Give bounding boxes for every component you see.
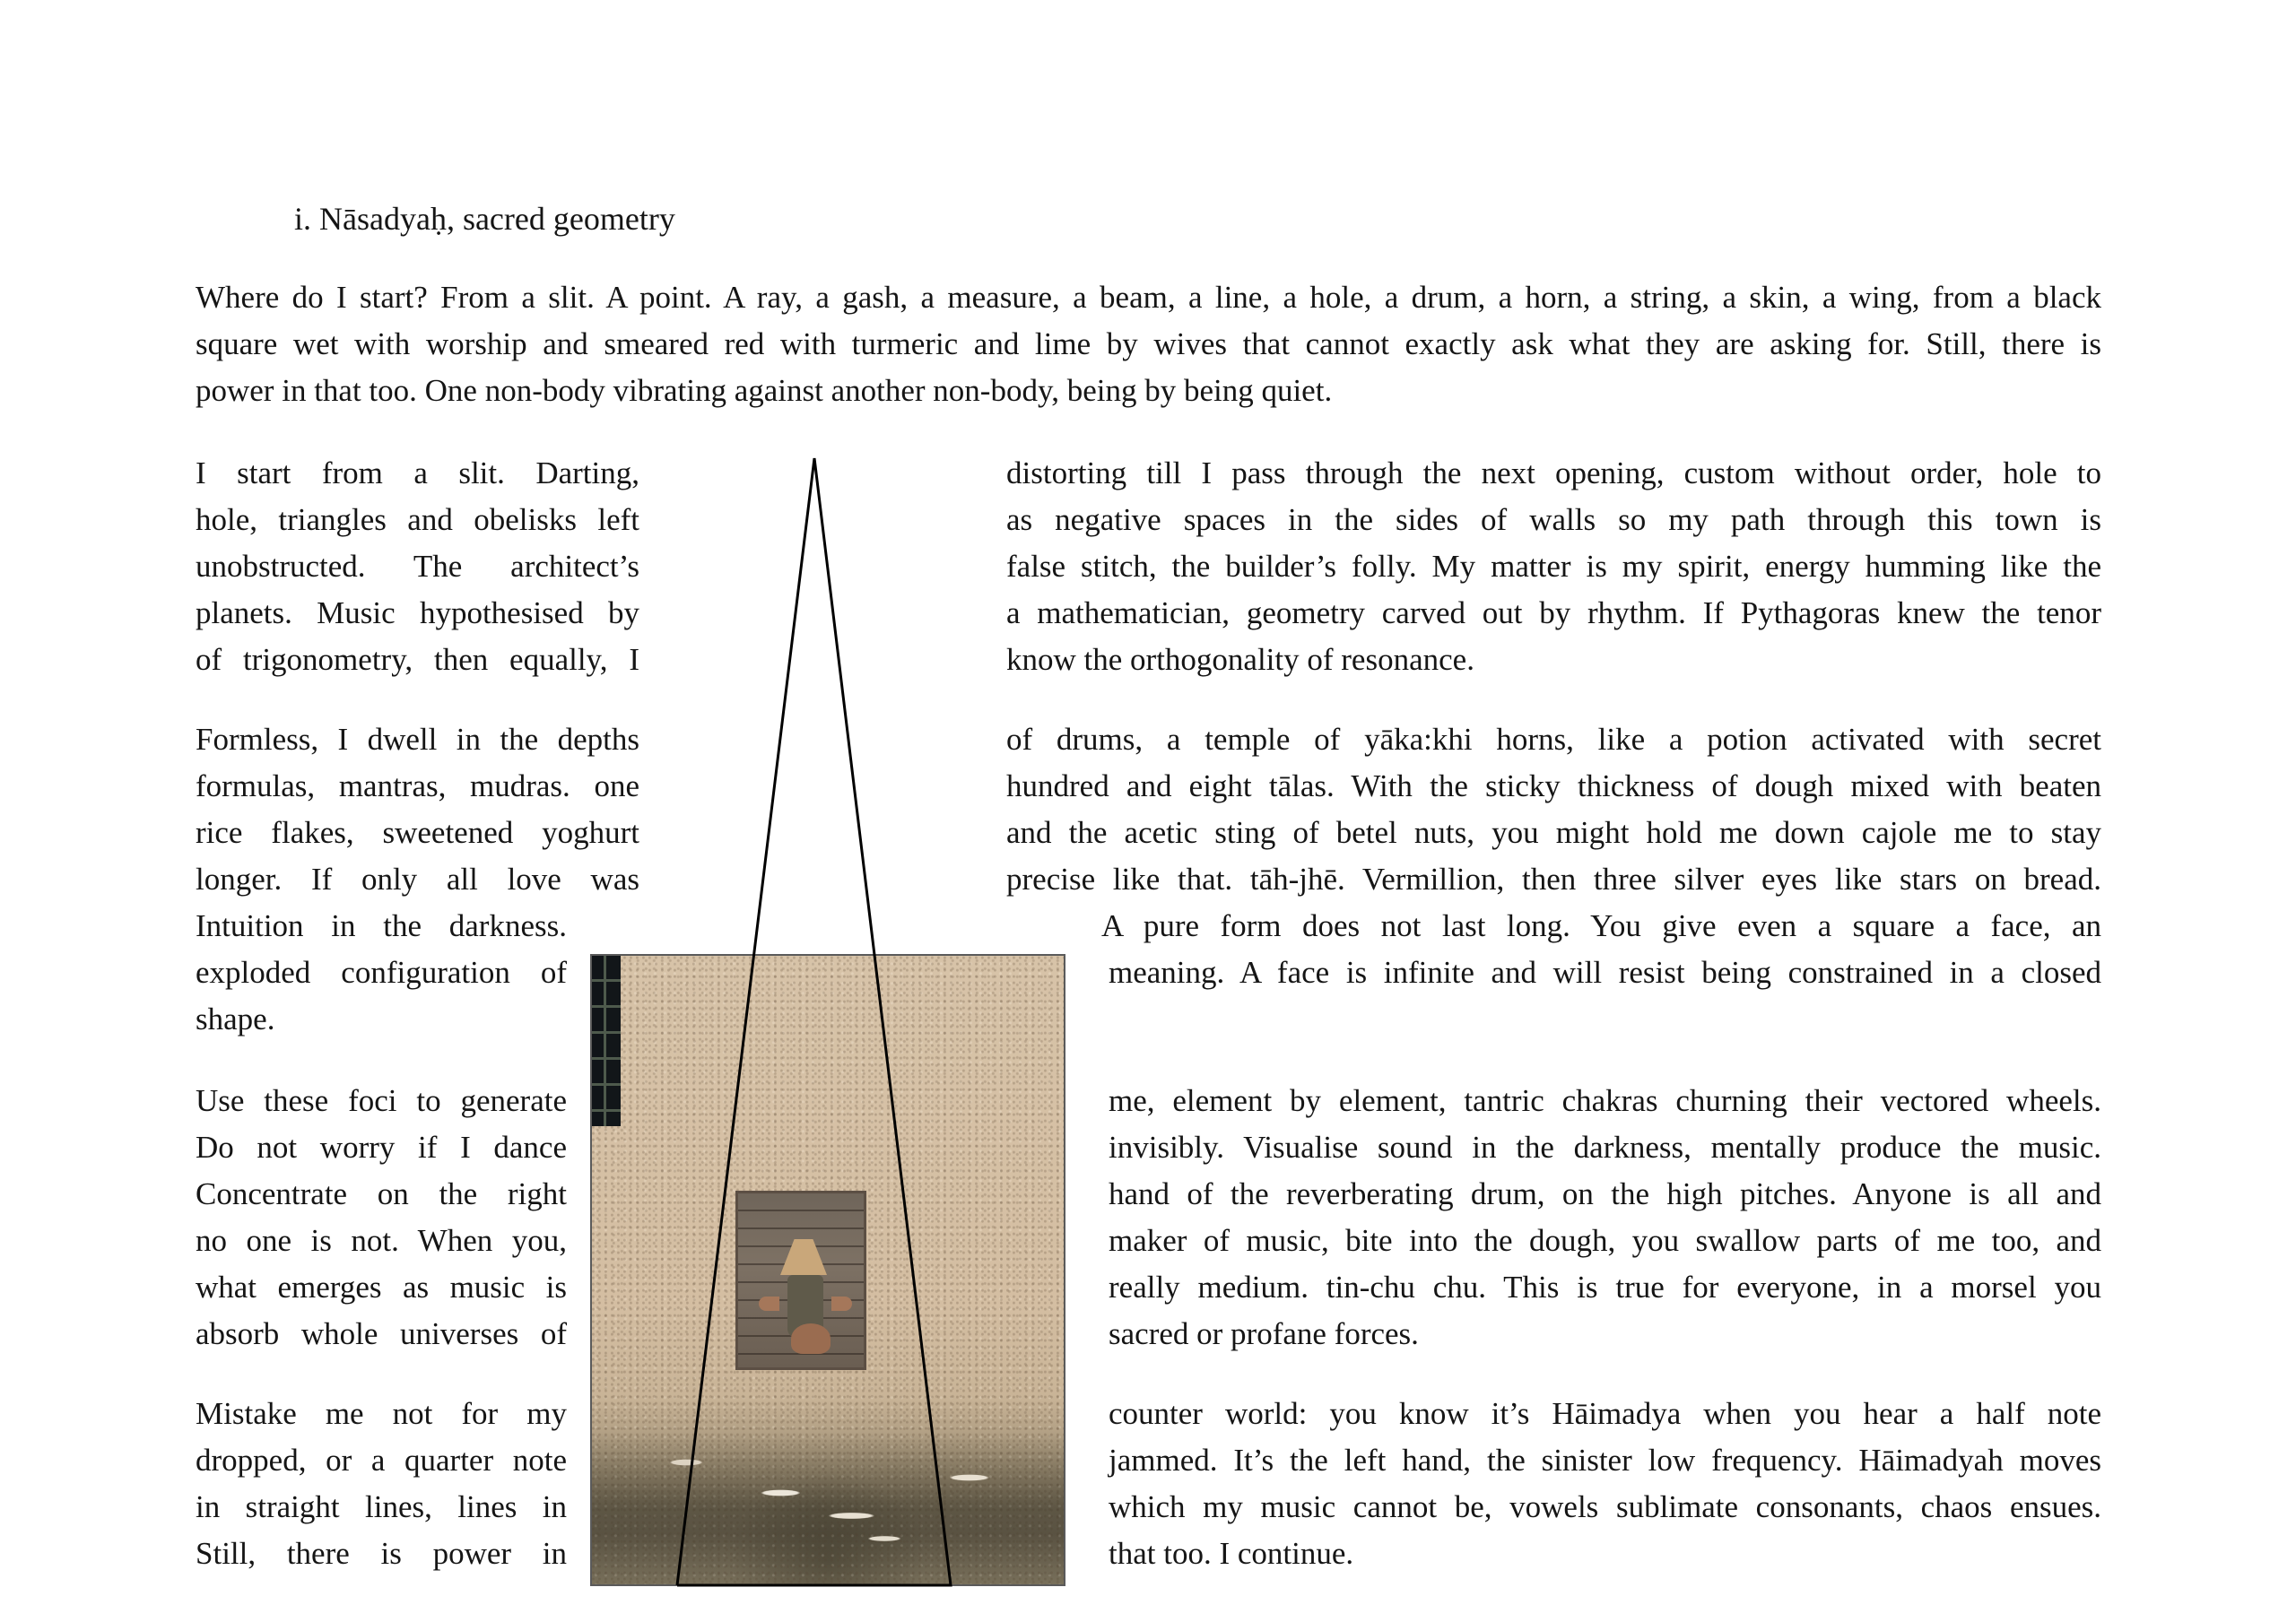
- text-line: a mathematician, geometry carved out by rhythm. If Pythagoras knew the tenor: [1006, 595, 2101, 630]
- text-line: know the orthogonality of resonance.: [1006, 642, 1474, 677]
- text-line: which my music cannot be, vowels sublimate consonants, chaos ensues.: [1109, 1489, 2101, 1524]
- text-line: that too. I continue.: [1109, 1536, 1354, 1571]
- figure-legs: [791, 1323, 831, 1354]
- text-line: Still, there is power in: [196, 1536, 567, 1571]
- intro-line: Where do I start? From a slit. A point. A ray, a gash, a measure, a beam, a line, a hole, a drum, a horn, a string, a skin, a wing, from a black: [196, 280, 2101, 315]
- intro-line: square wet with worship and smeared red with turmeric and lime by wives that cannot exactly ask what they are asking for. Still, there is: [196, 326, 2101, 361]
- text-line: unobstructed. The architect’s: [196, 549, 639, 584]
- text-line: exploded configuration of: [196, 955, 567, 990]
- text-line: Use these foci to generate: [196, 1083, 567, 1118]
- text-line: rice flakes, sweetened yoghurt: [196, 815, 639, 850]
- text-line: of drums, a temple of yāka:khi horns, like a potion activated with secret: [1006, 722, 2101, 757]
- text-line: Mistake me not for my: [196, 1396, 567, 1431]
- text-line: Intuition in the darkness.: [196, 908, 567, 943]
- text-line: and the acetic sting of betel nuts, you might hold me down cajole me to stay: [1006, 815, 2101, 850]
- text-line: meaning. A face is infinite and will resist being constrained in a closed: [1109, 955, 2101, 990]
- text-line: A pure form does not last long. You give even a square a face, an: [1101, 908, 2101, 943]
- text-line: precise like that. tāh-jhē. Vermillion, then three silver eyes like stars on bread.: [1006, 862, 2101, 897]
- text-line: formulas, mantras, mudras. one: [196, 768, 639, 803]
- text-line: I start from a slit. Darting,: [196, 455, 639, 490]
- text-line: invisibly. Visualise sound in the darkness, mentally produce the music.: [1109, 1130, 2101, 1165]
- text-line: counter world: you know it’s Hāimadya when you hear a half note: [1109, 1396, 2101, 1431]
- window-grate: [592, 956, 621, 1126]
- text-line: hundred and eight tālas. With the sticky thickness of dough mixed with beaten: [1006, 768, 2101, 803]
- text-line: false stitch, the builder’s folly. My matter is my spirit, energy humming like the: [1006, 549, 2101, 584]
- text-line: planets. Music hypothesised by: [196, 595, 639, 630]
- stone-base: [592, 1432, 1064, 1584]
- text-line: distorting till I pass through the next opening, custom without order, hole to: [1006, 455, 2101, 490]
- text-line: Concentrate on the right: [196, 1176, 567, 1211]
- text-line: Do not worry if I dance: [196, 1130, 567, 1165]
- text-line: me, element by element, tantric chakras churning their vectored wheels.: [1109, 1083, 2101, 1118]
- text-line: jammed. It’s the left hand, the sinister low frequency. Hāimadyah moves: [1109, 1443, 2101, 1478]
- text-line: hand of the reverberating drum, on the high pitches. Anyone is all and: [1109, 1176, 2101, 1211]
- text-line: no one is not. When you,: [196, 1223, 567, 1258]
- text-line: hole, triangles and obelisks left: [196, 502, 639, 537]
- text-line: of trigonometry, then equally, I: [196, 642, 639, 677]
- section-heading: i. Nāsadyaḥ, sacred geometry: [294, 201, 675, 237]
- text-line: Formless, I dwell in the depths: [196, 722, 639, 757]
- text-line: sacred or profane forces.: [1109, 1316, 1419, 1351]
- intro-line: power in that too. One non-body vibrating against another non-body, being by being quiet.: [196, 373, 1333, 408]
- text-line: what emerges as music is: [196, 1270, 567, 1305]
- photograph: [590, 954, 1065, 1586]
- text-line: really medium. tin-chu chu. This is true for everyone, in a morsel you: [1109, 1270, 2101, 1305]
- text-line: as negative spaces in the sides of walls so my path through this town is: [1006, 502, 2101, 537]
- text-line: longer. If only all love was: [196, 862, 639, 897]
- text-line: absorb whole universes of: [196, 1316, 567, 1351]
- text-line: shape.: [196, 1002, 275, 1037]
- text-line: in straight lines, lines in: [196, 1489, 567, 1524]
- text-line: maker of music, bite into the dough, you swallow parts of me too, and: [1109, 1223, 2101, 1258]
- text-line: dropped, or a quarter note: [196, 1443, 567, 1478]
